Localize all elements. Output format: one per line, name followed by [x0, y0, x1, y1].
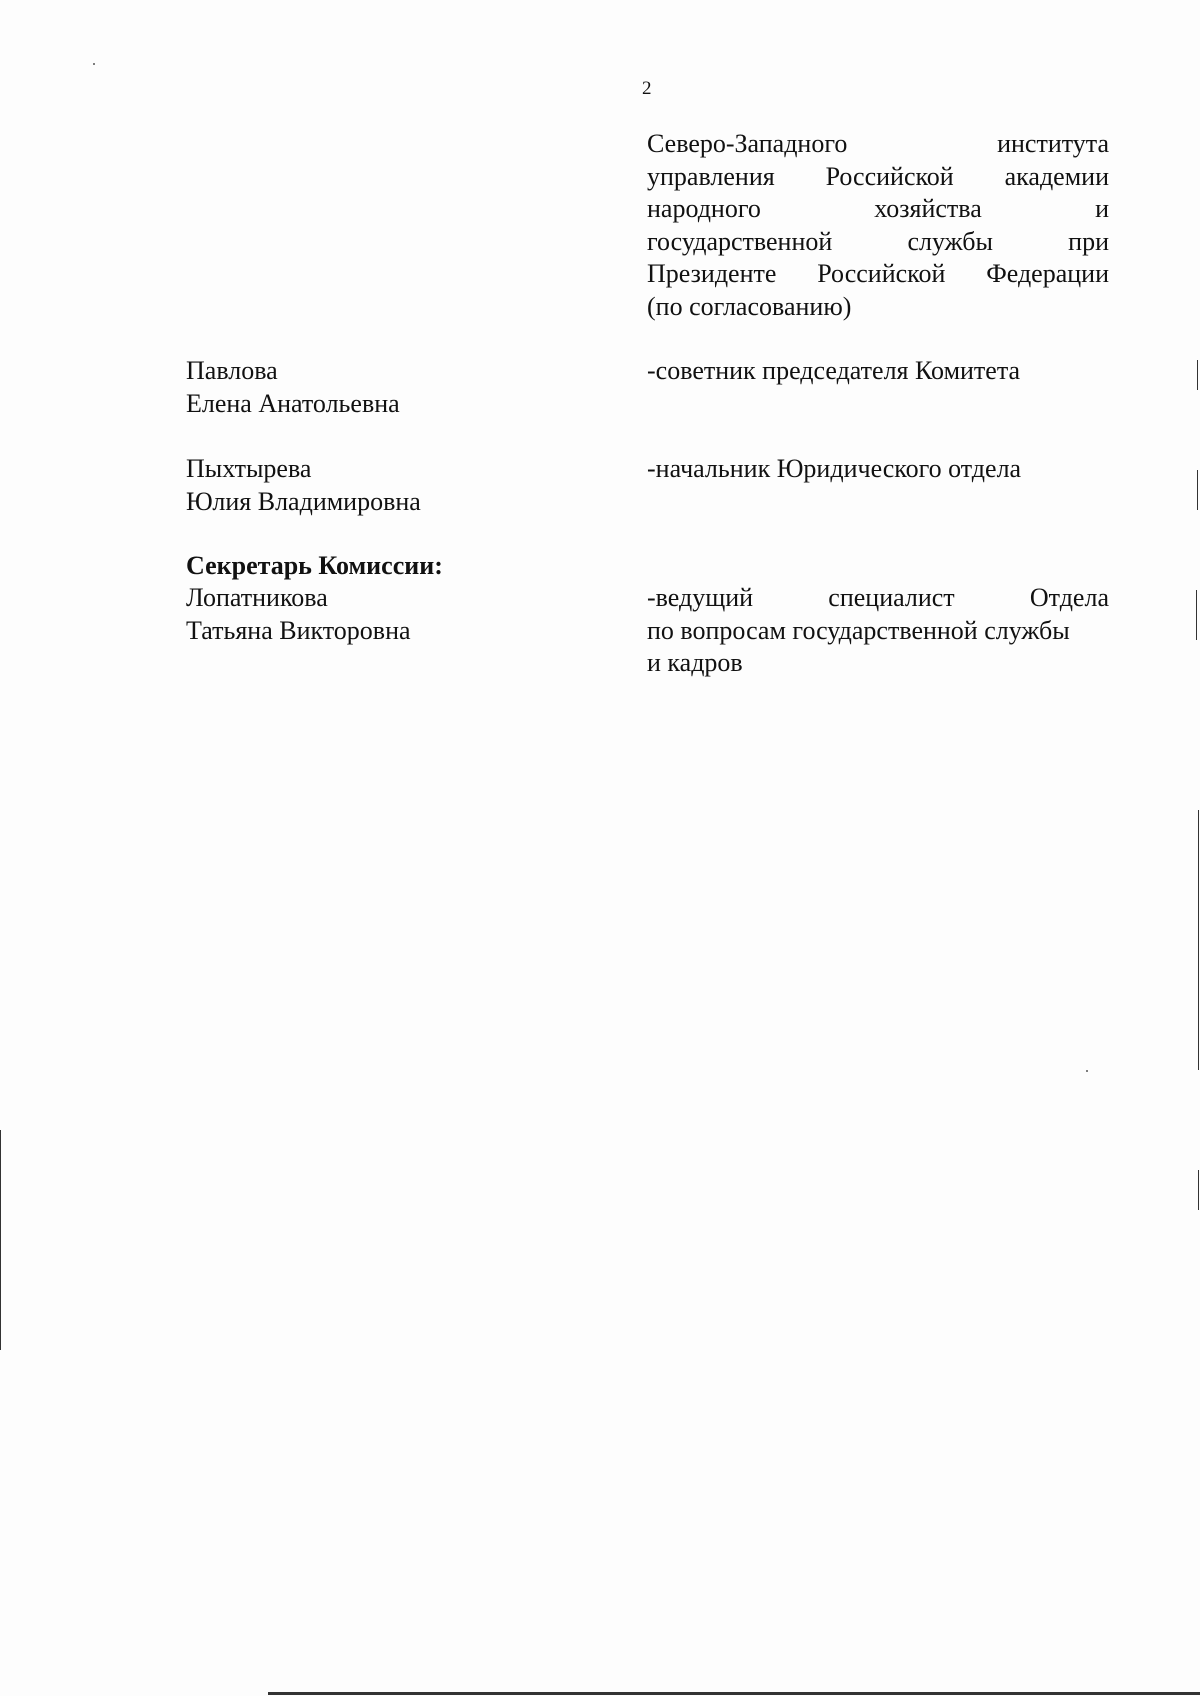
secretary-position-line: по вопросам государственной службы	[647, 615, 1070, 645]
previous-member-position-continuation	[647, 128, 1109, 323]
member-position-text: -советник председателя Комитета	[647, 356, 1021, 385]
continuation-line: управления Российской академии	[647, 161, 1109, 191]
scan-edge-mark	[1197, 360, 1198, 390]
secretary-heading: Секретарь Комиссии:	[186, 551, 443, 580]
scan-speck	[93, 63, 95, 65]
scan-edge-mark	[1198, 1170, 1199, 1210]
secretary-surname: Лопатникова	[186, 583, 328, 612]
continuation-line: Северо-Западного института	[647, 129, 1109, 158]
scan-bottom-edge	[268, 1692, 1200, 1695]
member-name	[186, 453, 421, 518]
continuation-line: Президенте Российской Федерации	[647, 259, 1109, 288]
scan-speck	[1086, 1070, 1088, 1072]
member-given-names: Юлия Владимировна	[186, 486, 421, 516]
continuation-line: народного хозяйства и	[647, 194, 1109, 223]
scan-edge-mark	[1198, 810, 1199, 1070]
scan-edge-mark	[1197, 470, 1198, 510]
member-given-names: Елена Анатольевна	[186, 388, 400, 418]
continuation-line: (по согласованию)	[647, 291, 852, 321]
member-position	[647, 355, 1109, 388]
secretary-position-line: и кадров	[647, 648, 743, 677]
member-surname: Пыхтырева	[186, 454, 312, 483]
secretary-given-names: Татьяна Викторовна	[186, 615, 411, 645]
member-position	[647, 453, 1109, 486]
page-number: 2	[642, 78, 652, 99]
scan-edge-mark	[0, 1130, 1, 1350]
member-surname: Павлова	[186, 356, 278, 385]
member-position-text: -начальник Юридического отдела	[647, 454, 1022, 483]
member-name	[186, 355, 400, 420]
secretary-name	[186, 582, 411, 647]
secretary-position-line: -ведущий специалист Отдела	[647, 583, 1109, 612]
continuation-line: государственной службы при	[647, 226, 1109, 256]
secretary-position	[647, 582, 1109, 680]
scan-edge-mark	[1196, 590, 1197, 640]
